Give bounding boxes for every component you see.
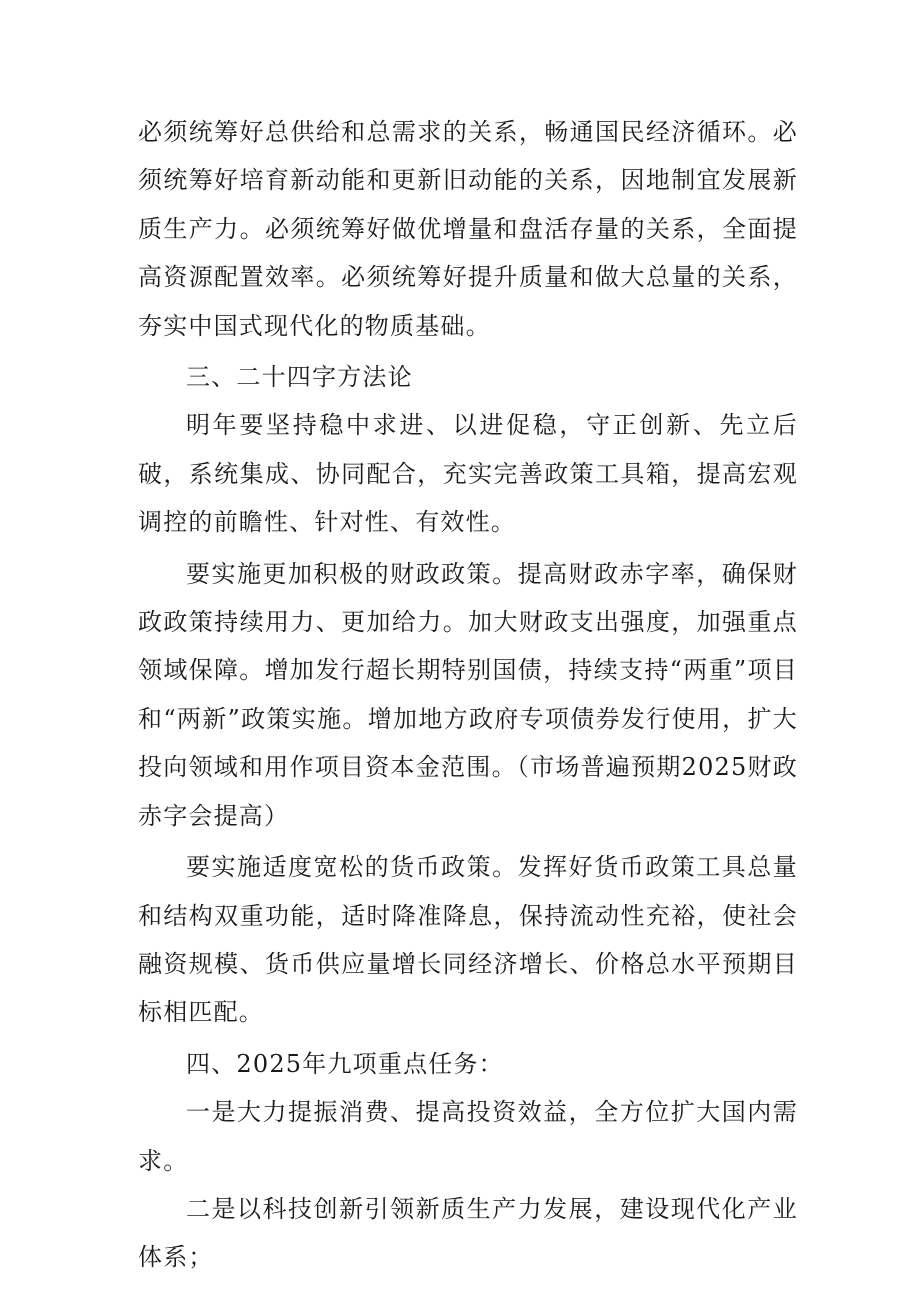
paragraph-monetary-policy: 要实施适度宽松的货币政策。发挥好货币政策工具总量和结构双重功能，适时降准降息，保持流动性充裕，使社会融资规模、货币供应量增长同经济增长、价格总水平预期目标相匹配。 bbox=[138, 853, 798, 1027]
paragraph-fiscal-policy: 要实施更加积极的财政政策。提高财政赤字率，确保财政政策持续用力、更加给力。加大财政支出强度，加强重点领域保障。增加发行超长期特别国债，持续支持“两重”项目和“两新”政策实施。增加地方政府专项债券发行使用，扩大投向领域和用作项目资本金范围。（市场普遍预期2025财政赤字会提高） bbox=[138, 559, 798, 830]
paragraph-continuation: 必须统筹好总供给和总需求的关系，畅通国民经济循环。必须统筹好培育新动能和更新旧动能的关系，因地制宜发展新质生产力。必须统筹好做优增量和盘活存量的关系，全面提高资源配置效率。必须统筹好提升质量和做大总量的关系，夯实中国式现代化的物质基础。 bbox=[138, 118, 798, 340]
paragraph-methodology: 明年要坚持稳中求进、以进促稳，守正创新、先立后破，系统集成、协同配合，充实完善政策工具箱，提高宏观调控的前瞻性、针对性、有效性。 bbox=[138, 411, 798, 537]
document-page bbox=[138, 108, 798, 1285]
task-item-one: 一是大力提振消费、提高投资效益，全方位扩大国内需求。 bbox=[138, 1098, 798, 1175]
section-heading-four: 四、2025年九项重点任务： bbox=[186, 1049, 504, 1078]
task-item-two: 二是以科技创新引领新质生产力发展，建设现代化产业体系； bbox=[138, 1194, 798, 1272]
section-heading-three: 三、二十四字方法论 bbox=[186, 363, 413, 392]
